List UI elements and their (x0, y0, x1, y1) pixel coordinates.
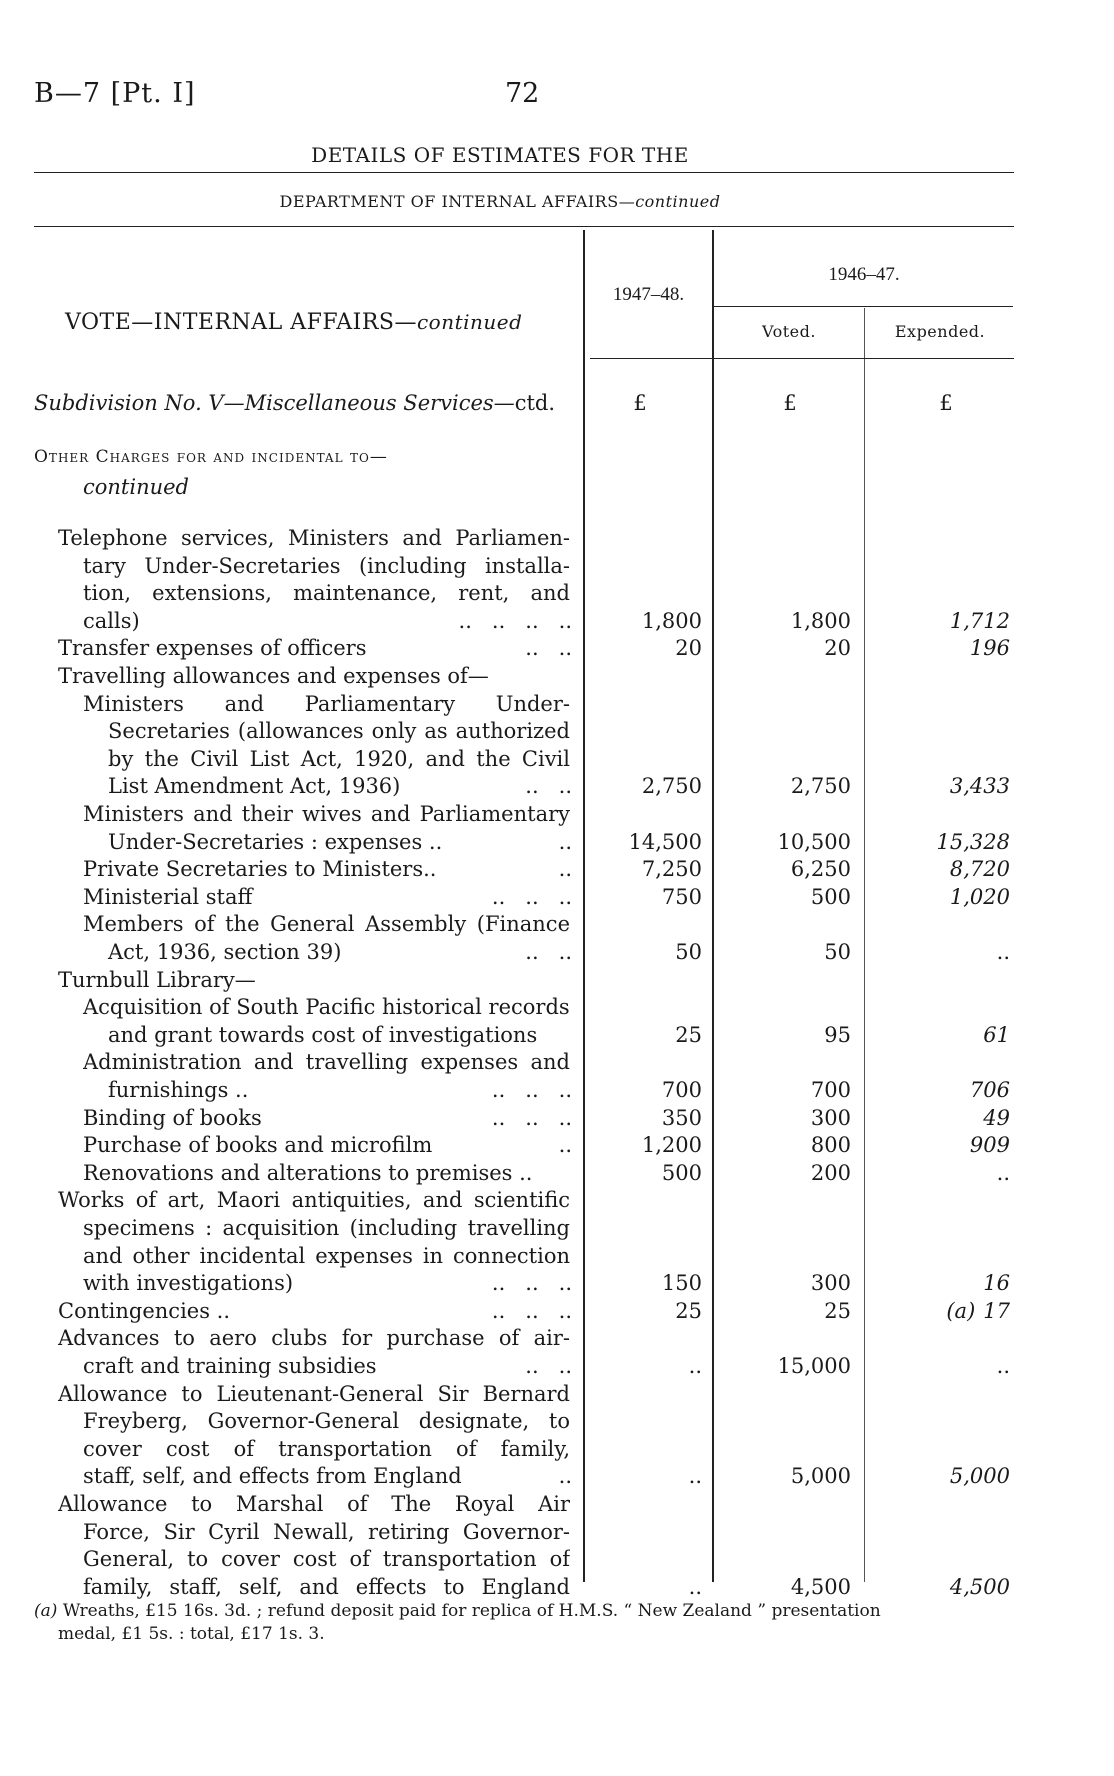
row-description: calls) (83, 608, 140, 633)
table-row (0, 1353, 1114, 1379)
page-number: 72 (505, 78, 540, 109)
value-1947-48: 500 (661, 1160, 702, 1185)
value-1946-47-voted: 700 (810, 1078, 851, 1102)
row-description: Ministerial staff (83, 884, 253, 909)
currency-expended: £ (939, 391, 953, 415)
row-leader-dots: .. (558, 1464, 572, 1489)
year-header-rule (713, 306, 1013, 307)
row-description: Allowance to Lieutenant-General Sir Bernard (58, 1381, 570, 1406)
table-row (0, 1187, 1114, 1213)
value-1946-47-expended (983, 1105, 1010, 1131)
value-1946-47-voted: 95 (824, 1022, 851, 1047)
vote-heading-continued: continued (416, 310, 523, 334)
value-1947-48: 350 (661, 1105, 702, 1130)
expended-amount: 909 (969, 1133, 1010, 1158)
value-1947-48: 50 (675, 940, 702, 964)
value-1947-48: 750 (661, 884, 702, 909)
table-row (0, 1574, 1114, 1600)
expended-amount: .. (996, 1354, 1010, 1378)
expended-amount: 61 (983, 1022, 1010, 1047)
value-1946-47-voted: 20 (824, 636, 851, 661)
expended-amount: .. (996, 940, 1010, 964)
row-leader-dots: .. .. .. (491, 1105, 572, 1130)
row-description: Ministers and their wives and Parliamentary (83, 802, 570, 826)
expended-amount: 8,720 (949, 857, 1010, 882)
value-1947-48: 2,750 (641, 774, 702, 799)
other-charges-continued: continued (83, 475, 190, 499)
value-1946-47-voted: 15,000 (777, 1354, 851, 1378)
title-rule (34, 172, 1014, 173)
table-row (0, 1132, 1114, 1158)
row-description: and grant towards cost of investigations (108, 1022, 538, 1047)
expended-amount: 4,500 (949, 1574, 1010, 1599)
value-1946-47-voted: 10,500 (777, 829, 851, 854)
table-row (0, 911, 1114, 937)
row-description: Members of the General Assembly (Finance (83, 912, 570, 937)
footnote-reference: (a) (946, 1298, 976, 1323)
table-row (0, 746, 1114, 772)
table-row (0, 525, 1114, 551)
table-row (0, 718, 1114, 744)
row-leader-dots: .. .. (525, 636, 572, 661)
row-description: Acquisition of South Pacific historical records (83, 995, 570, 1020)
value-1947-48: 14,500 (628, 829, 702, 854)
footnote-text-1: Wreaths, £15 16s. 3d. ; refund deposit paid for replica of H.M.S. “ New Zealand ” presentation (62, 1601, 881, 1621)
expended-amount: 5,000 (949, 1464, 1010, 1489)
table-row (0, 1270, 1114, 1296)
value-1946-47-expended (997, 1353, 1010, 1379)
subdivision-main: Subdivision No. V—Miscellaneous Services— (34, 391, 515, 415)
value-1947-48: .. (688, 1574, 702, 1599)
column-heading-voted: Voted. (762, 322, 816, 341)
value-1946-47-voted: 800 (810, 1133, 851, 1158)
row-description: cover cost of transportation of family, (83, 1436, 570, 1461)
value-1947-48: 25 (675, 1298, 702, 1323)
row-description: craft and training subsidies (83, 1354, 377, 1378)
row-leader-dots: .. (558, 1133, 572, 1158)
expended-amount: 16 (983, 1271, 1010, 1296)
expended-amount: 17 (983, 1298, 1010, 1323)
value-1946-47-expended (937, 829, 1010, 855)
value-1946-47-expended (950, 884, 1010, 910)
table-row (0, 856, 1114, 882)
value-1947-48: 20 (675, 636, 702, 661)
row-leader-dots: .. .. .. (491, 1078, 572, 1102)
table-row (0, 1298, 1114, 1324)
value-1946-47-voted: 50 (824, 940, 851, 964)
subdivision-ctd: ctd. (514, 391, 556, 415)
row-description: Travelling allowances and expenses of— (58, 664, 489, 688)
table-row (0, 1519, 1114, 1545)
row-description: and other incidental expenses in connection (83, 1243, 570, 1268)
subtitle-rule (34, 226, 1014, 227)
expended-amount: 1,020 (949, 884, 1010, 909)
row-leader-dots: .. .. (525, 774, 572, 799)
row-description: Secretaries (allowances only as authorized (108, 719, 570, 744)
value-1947-48: 150 (661, 1271, 702, 1296)
value-1946-47-expended (950, 856, 1010, 882)
row-description: Administration and travelling expenses and (83, 1050, 570, 1075)
row-description: Turnbull Library— (58, 967, 256, 992)
expended-amount: 706 (969, 1078, 1010, 1102)
row-description: specimens : acquisition (including travelling (83, 1216, 570, 1240)
table-row (0, 1491, 1114, 1517)
row-description: with investigations) (83, 1271, 294, 1296)
value-1946-47-expended (970, 1077, 1010, 1103)
value-1947-48: .. (688, 1464, 702, 1489)
table-row (0, 1436, 1114, 1462)
row-leader-dots: .. .. (525, 1354, 572, 1378)
value-1947-48: 1,800 (641, 608, 702, 633)
value-1946-47-voted: 200 (810, 1160, 851, 1185)
column-header-rule (590, 358, 1014, 359)
row-description: family, staff, self, and effects to England (83, 1574, 570, 1599)
table-row (0, 1463, 1114, 1489)
department-subtitle (0, 192, 1000, 211)
value-1946-47-expended (950, 608, 1010, 634)
subdivision-heading (34, 391, 555, 415)
row-description: tary Under-Secretaries (including installa- (83, 553, 570, 578)
table-row (0, 1408, 1114, 1434)
row-description: Transfer expenses of officers (58, 636, 367, 661)
table-row (0, 1381, 1114, 1407)
row-description: Ministers and Parliamentary Under- (83, 691, 570, 716)
row-leader-dots: .. .. .. (491, 884, 572, 909)
row-leader-dots: .. (558, 857, 572, 882)
table-row (0, 1077, 1114, 1103)
table-row (0, 829, 1114, 855)
expended-amount: 196 (969, 636, 1010, 661)
table-row (0, 1325, 1114, 1351)
row-description: furnishings .. (108, 1078, 249, 1102)
page-title: DETAILS OF ESTIMATES FOR THE (311, 143, 689, 167)
row-description: Purchase of books and microfilm (83, 1133, 433, 1158)
column-heading-1947-48: 1947–48. (612, 284, 685, 305)
value-1946-47-voted: 300 (810, 1271, 851, 1296)
value-1946-47-expended (950, 1574, 1010, 1600)
row-leader-dots: .. .. (525, 940, 572, 964)
value-1946-47-voted: 300 (810, 1105, 851, 1130)
value-1947-48: 1,200 (641, 1133, 702, 1158)
value-1946-47-voted: 1,800 (790, 608, 851, 633)
footnote (34, 1600, 1024, 1646)
row-description: Advances to aero clubs for purchase of air- (58, 1326, 570, 1351)
table-row (0, 1160, 1114, 1186)
row-description: Act, 1936, section 39) (108, 940, 342, 964)
table-row (0, 1546, 1114, 1572)
value-1946-47-expended (950, 773, 1010, 799)
table-row (0, 939, 1114, 965)
value-1946-47-expended (983, 1270, 1010, 1296)
value-1946-47-expended (997, 939, 1010, 965)
value-1946-47-expended (997, 1160, 1010, 1186)
row-leader-dots: .. .. .. (491, 1298, 572, 1323)
table-row (0, 994, 1114, 1020)
footnote-mark: (a) (34, 1601, 58, 1621)
value-1946-47-expended (946, 1298, 1010, 1324)
value-1946-47-expended (970, 1132, 1010, 1158)
row-description: General, to cover cost of transportation of (83, 1547, 570, 1572)
currency-voted: £ (783, 391, 797, 415)
row-description: Works of art, Maori antiquities, and scientific (58, 1188, 570, 1213)
footnote-line-1 (34, 1600, 1024, 1623)
column-heading-1946-47: 1946–47. (828, 264, 900, 285)
row-description: Contingencies .. (58, 1298, 231, 1323)
row-description: Freyberg, Governor-General designate, to (83, 1409, 570, 1434)
row-description: Force, Sir Cyril Newall, retiring Governor- (83, 1519, 570, 1544)
row-description: staff, self, and effects from England (83, 1464, 462, 1489)
vote-heading (65, 310, 522, 335)
row-description: by the Civil List Act, 1920, and the Civil (108, 746, 570, 771)
department-name: DEPARTMENT OF INTERNAL AFFAIRS— (279, 192, 636, 211)
table-row (0, 1215, 1114, 1241)
table-row (0, 1022, 1114, 1048)
row-description: Renovations and alterations to premises .. (83, 1160, 533, 1185)
row-leader-dots: .. .. .. (491, 1271, 572, 1296)
department-continued: continued (635, 192, 721, 211)
value-1947-48: 7,250 (641, 857, 702, 882)
value-1946-47-voted: 4,500 (790, 1574, 851, 1599)
value-1947-48: 700 (661, 1078, 702, 1102)
table-row (0, 1243, 1114, 1269)
value-1946-47-expended (983, 1022, 1010, 1048)
value-1946-47-voted: 500 (810, 884, 851, 909)
expended-amount: .. (996, 1160, 1010, 1185)
table-row (0, 553, 1114, 579)
expended-amount: 15,328 (936, 829, 1010, 854)
currency-1947-48: £ (633, 391, 647, 415)
row-description: Under-Secretaries : expenses .. (108, 829, 443, 854)
footnote-line-2: medal, £1 5s. : total, £17 1s. 3. (58, 1624, 325, 1644)
expended-amount: 49 (983, 1105, 1010, 1130)
vote-heading-main: VOTE—INTERNAL AFFAIRS— (65, 310, 417, 335)
table-row (0, 884, 1114, 910)
row-description: Allowance to Marshal of The Royal Air (58, 1492, 570, 1516)
value-1946-47-expended (950, 1463, 1010, 1489)
row-leader-dots: .. .. .. .. (458, 608, 572, 633)
expended-amount: 1,712 (949, 608, 1010, 633)
table-row (0, 1049, 1114, 1075)
table-row (0, 635, 1114, 661)
table-row (0, 580, 1114, 606)
value-1947-48: 25 (675, 1022, 702, 1047)
row-description: Private Secretaries to Ministers.. (83, 857, 437, 882)
document-reference: B—7 [Pt. I] (34, 78, 196, 109)
table-row (0, 608, 1114, 634)
row-description: Binding of books (83, 1105, 262, 1130)
row-description: List Amendment Act, 1936) (108, 774, 401, 799)
table-row (0, 663, 1114, 689)
table-row (0, 801, 1114, 827)
table-row (0, 1105, 1114, 1131)
value-1946-47-voted: 25 (824, 1298, 851, 1323)
value-1946-47-voted: 6,250 (790, 857, 851, 882)
value-1946-47-voted: 5,000 (790, 1464, 851, 1489)
column-heading-expended: Expended. (894, 322, 986, 341)
row-description: tion, extensions, maintenance, rent, and (83, 581, 570, 606)
table-row (0, 773, 1114, 799)
expended-amount: 3,433 (949, 774, 1010, 799)
value-1946-47-voted: 2,750 (790, 774, 851, 799)
other-charges-heading: Other Charges for and incidental to— (34, 447, 388, 467)
row-description: Telephone services, Ministers and Parliamen- (58, 526, 570, 550)
value-1946-47-expended (970, 635, 1010, 661)
value-1947-48: .. (688, 1354, 702, 1378)
table-row (0, 967, 1114, 993)
table-row (0, 691, 1114, 717)
row-leader-dots: .. (558, 829, 572, 854)
